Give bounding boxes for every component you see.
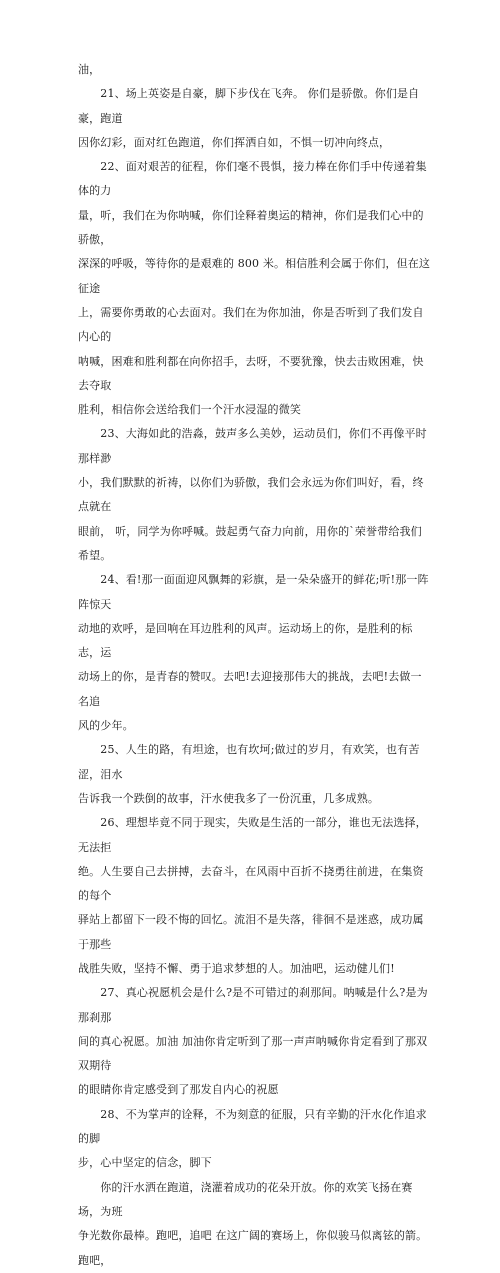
paragraph-22: 22、面对艰苦的征程，你们毫不畏惧，接力棒在你们手中传递着集体的力 量，听，我们在为你呐喊，你们诠释着奥运的精神，你们是我们心中的骄傲， 深深的呼吸，等待你的是艰难的 800 米。相信胜利会属于你们，但在这征途 上，需要你勇敢的心去面对。我们在为你加油，你是否听到了我们发自内心的 呐喊，困难和胜利都在向你招手，去呀，不要犹豫，快去击败困难，快去夺取 胜利，相信你会送给我们一个汗水浸湿的微笑 (78, 160, 431, 417)
paragraph-continuation: 油， (78, 63, 101, 76)
paragraph-21: 21、场上英姿是自豪，脚下步伐在飞奔。 你们是骄傲。你们是自豪，跑道 因你幻彩，面对红色跑道，你们挥洒自如，不惧一切冲向终点， (78, 87, 420, 149)
paragraph-26: 26、理想毕竟不同于现实，失败是生活的一部分，谁也无法选择，无法拒 绝。人生要自己去拼搏，去奋斗，在风雨中百折不挠勇往前进，在集资的每个 驿站上都留下一段不悔的回忆。流泪不是失落，徘徊不是迷惑，成功属于那些 战胜失败，坚持不懈、勇于追求梦想的人。加油吧，运动健儿们! (78, 816, 427, 975)
paragraph-28: 28、不为掌声的诠释，不为刻意的征服，只有辛勤的汗水化作追求的脚 步，心中坚定的信念，脚下 (78, 1107, 427, 1170)
paragraph-24: 24、看!那一面面迎风飘舞的彩旗，是一朵朵盛开的鲜花;听!那一阵阵惊天 动地的欢呼，是回响在耳边胜利的风声。运动场上的你，是胜利的标志，运 动场上的你，是青春的赞叹。去吧!去迎接那伟大的挑战，去吧!去做一名追 风的少年。 (78, 573, 429, 733)
paragraph-25: 25、人生的路，有坦途，也有坎坷;做过的岁月，有欢笑，也有苦涩，泪水 告诉我一个跌倒的故事，汗水使我多了一份沉重，几多成熟。 (78, 743, 420, 805)
paragraph-27: 27、真心祝愿机会是什么?是不可错过的刹那间。呐喊是什么?是为那刹那 间的真心祝愿。加油 加油你肯定听到了那一声声呐喊你肯定看到了那双双期待 的眼睛你肯定感受到了那发自内心的祝愿 (78, 986, 428, 1097)
paragraph-closing: 你的汗水洒在跑道，浇灌着成功的花朵开放。你的欢笑飞扬在赛场，为班 争光数你最棒。跑吧，追吧 在这广阔的赛场上，你似骏马似离铉的箭。跑吧， (78, 1180, 428, 1267)
paragraph-23: 23、大海如此的浩淼，鼓声多么美妙，运动员们，你们不再像平时那样渺 小，我们默默的祈祷，以你们为骄傲，我们会永远为你们叫好，看，终点就在 眼前， 听，同学为你呼喊。鼓起勇气奋力向前，用你的`荣誉带给我们希望。 (78, 427, 427, 562)
